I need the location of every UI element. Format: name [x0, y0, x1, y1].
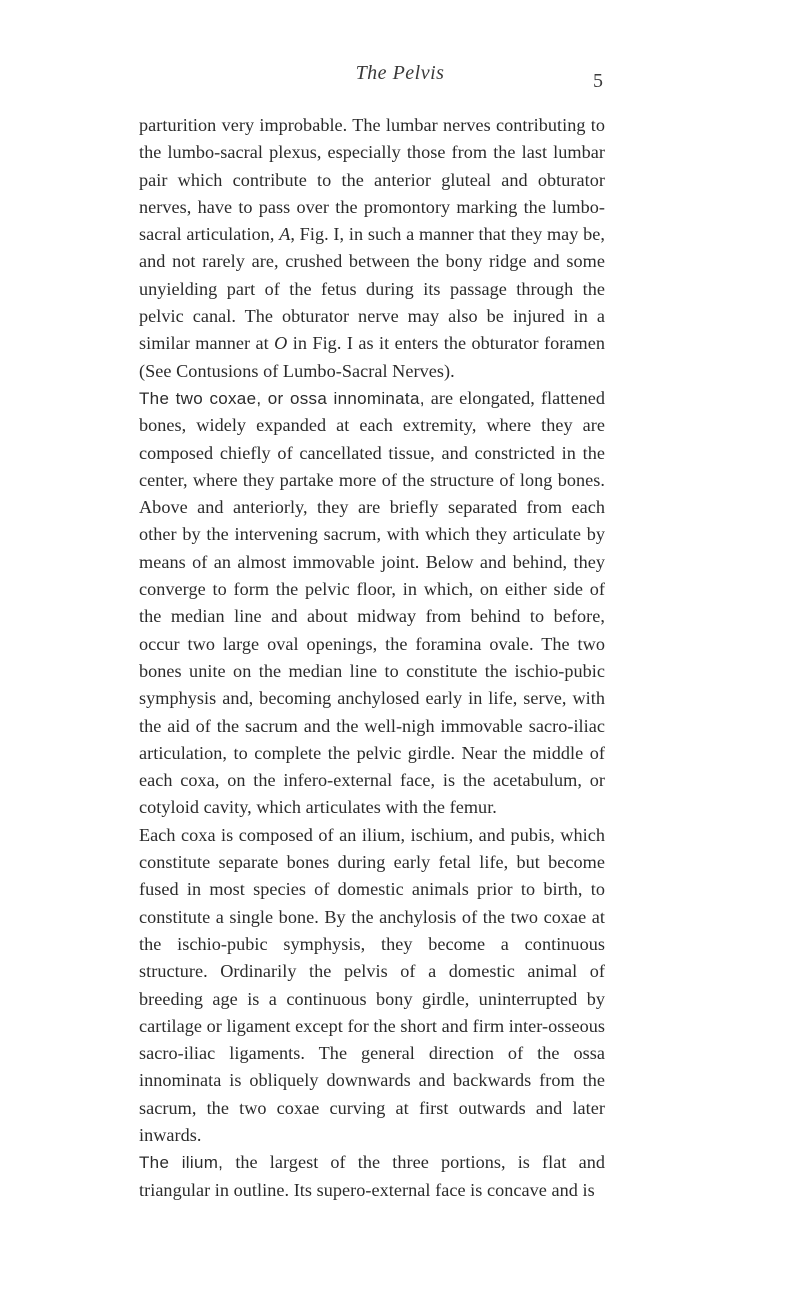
figure-label-o: O	[274, 333, 288, 354]
paragraph-2-text: are elongated, flattened bones, widely expanded at each extremity, where they are composed chiefly of cancellated tissue, and constricted in the center, where they partake more of the structure of long bones. Above and anteriorly, they are briefly separated from each other by the intervening sacrum, with which they articulate by means of an almost immovable joint. Below and behind, they converge to form the pelvic floor, in which, on either side of the median line and about midway from behind to before, occur two large oval openings, the foramina ovale. The two bones unite on the median line to constitute the ischio-pubic symphysis and, becoming anchylosed early in life, serve, with the aid of the sacrum and the well-nigh immovable sacro-iliac articulation, to complete the pelvic girdle. Near the middle of each coxa, on the infero-external face, is the acetabulum, or cotyloid cavity, which articulates with the femur.	[139, 387, 605, 818]
paragraph-2	[139, 385, 605, 822]
paragraph-4	[139, 1149, 605, 1204]
paragraph-4-lead-term: The ilium,	[139, 1153, 224, 1173]
figure-label-a: A	[279, 224, 291, 245]
paragraph-2-lead-term: The two coxae, or ossa innominata,	[139, 388, 425, 408]
paragraph-3-text: Each coxa is composed of an ilium, ischium, and pubis, which constitute separate bones during early fetal life, but become fused in most species of domestic animals prior to birth, to constitute a single bone. By the anchylosis of the two coxae at the ischio-pubic symphysis, they become a continuous structure. Ordinarily the pelvis of a domestic animal of breeding age is a continuous bony girdle, uninterrupted by cartilage or ligament except for the short and firm inter-osseous sacro-iliac ligaments. The general direction of the ossa innominata is obliquely downwards and backwards from the sacrum, the two coxae curving at first outwards and later inwards.	[139, 824, 606, 1145]
paragraph-1-text-a: parturition very improbable. The lumbar nerves contributing to the lumbo-sacral plexus, especially those from the last lumbar pair which contribute to the anterior gluteal and obturator nerves, have to pass over the promontory marking the lumbo-sacral articulation,	[139, 115, 605, 245]
paragraph-4-text: the largest of the three portions, is flat and triangular in outline. Its supero-external face is concave and is	[139, 1152, 605, 1200]
paragraph-1-text-c: in Fig. I as it enters the obturator foramen (See Contusions of Lumbo-Sacral Nerves).	[139, 333, 605, 381]
paragraph-1	[139, 112, 605, 385]
paragraph-3	[139, 822, 605, 1150]
page-number: 5	[593, 70, 603, 92]
body-text	[139, 112, 605, 1204]
paragraph-1-text-b: , Fig. I, in such a manner that they may be, and not rarely are, crushed between the bony ridge and some unyielding part of the fetus during its passage through the pelvic canal. The obturator nerve may also be injured in a similar manner at	[139, 224, 605, 354]
running-title: The Pelvis	[355, 62, 445, 84]
